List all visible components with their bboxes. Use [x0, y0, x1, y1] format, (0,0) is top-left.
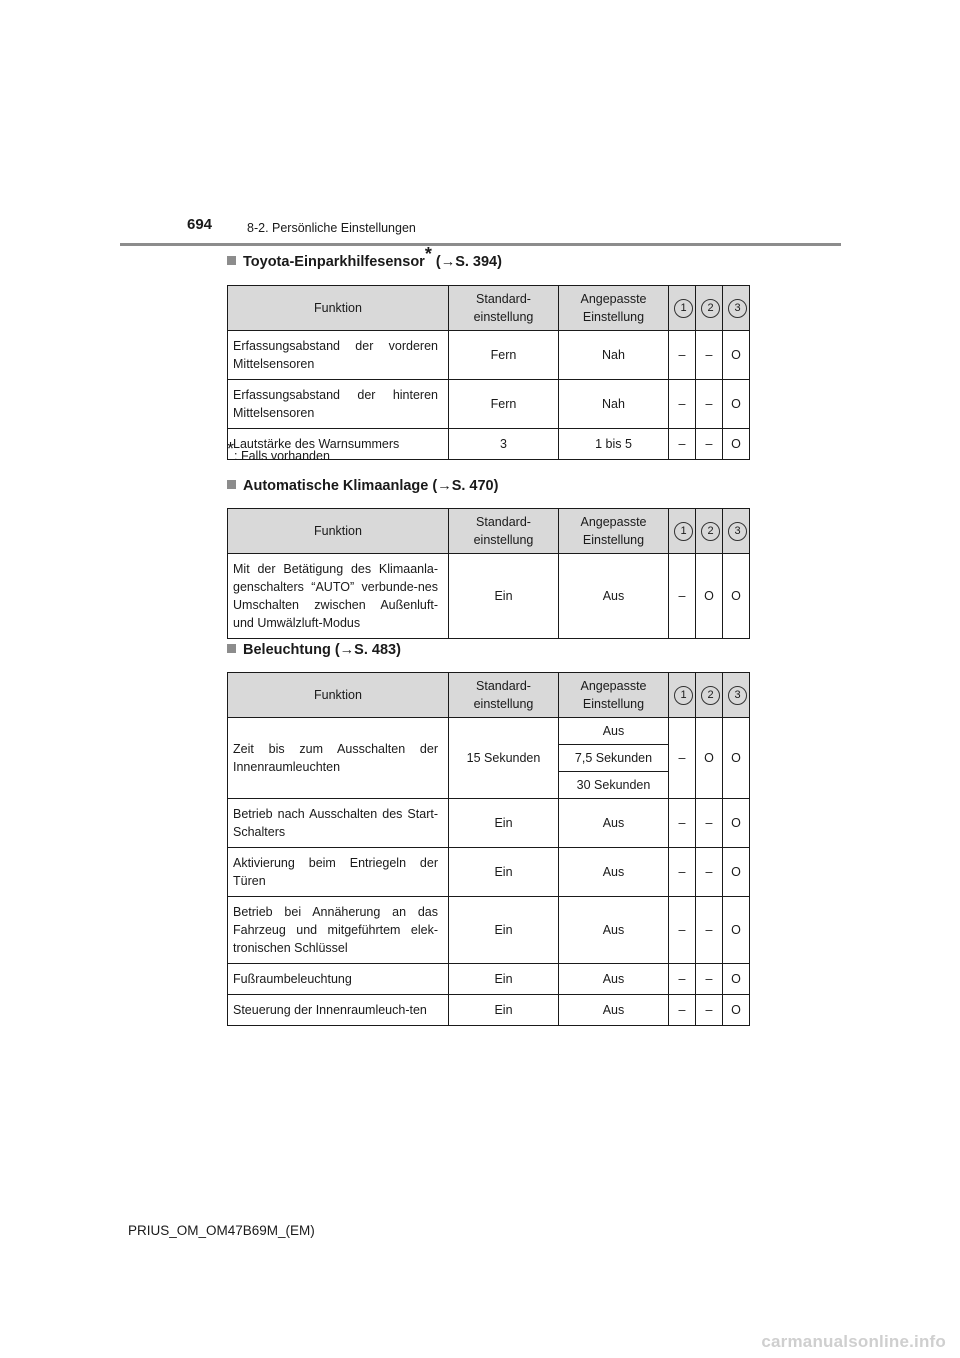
table-row [228, 848, 750, 897]
header-default: Standard-einstellung [449, 286, 559, 331]
mode-2-cell: O [696, 718, 723, 799]
header-function: Funktion [228, 509, 449, 554]
header-mode-2 [696, 673, 723, 718]
watermark: carmanualsonline.info [761, 1332, 946, 1351]
mode-3-cell: O [723, 429, 750, 460]
mode-2-cell: – [696, 331, 723, 380]
custom-cell: Aus [559, 799, 669, 848]
settings-table-climate-control [227, 508, 750, 639]
function-cell: Mit der Betätigung des Klimaanla-genschalters “AUTO” verbunde-nes Umschalten zwischen Außenluft- und Umwälzluft-Modus [228, 554, 449, 639]
default-cell: Ein [449, 964, 559, 995]
footnote-text: : Falls vorhanden [234, 449, 330, 464]
chapter-title: 8-2. Persönliche Einstellungen [247, 221, 416, 235]
custom-cell: Aus [559, 554, 669, 639]
mode-3-cell: O [723, 799, 750, 848]
table-row [228, 897, 750, 964]
mode-2-cell: – [696, 995, 723, 1026]
square-bullet-icon [227, 480, 236, 489]
default-cell: 3 [449, 429, 559, 460]
custom-cell: Aus [559, 995, 669, 1026]
circled-number-3-icon: 3 [728, 522, 747, 541]
default-cell: Ein [449, 554, 559, 639]
mode-2-cell: – [696, 964, 723, 995]
page-reference: (→S. 470) [432, 478, 499, 494]
table-row [228, 718, 750, 745]
header-custom: Angepasste Einstellung [559, 673, 669, 718]
mode-1-cell: – [669, 331, 696, 380]
mode-3-cell: O [723, 995, 750, 1026]
mode-1-cell: – [669, 554, 696, 639]
mode-1-cell: – [669, 429, 696, 460]
table-row [228, 554, 750, 639]
header-default: Standard-einstellung [449, 673, 559, 718]
header-mode-3 [723, 509, 750, 554]
mode-1-cell: – [669, 799, 696, 848]
settings-table-parking-sensor [227, 285, 750, 460]
circled-number-2-icon: 2 [701, 299, 720, 318]
mode-2-cell: O [696, 554, 723, 639]
default-cell: Ein [449, 848, 559, 897]
default-cell: Ein [449, 897, 559, 964]
header-mode-3 [723, 286, 750, 331]
header-mode-1 [669, 673, 696, 718]
page-reference: (→S. 483) [334, 642, 401, 658]
mode-1-cell: – [669, 848, 696, 897]
header-rule [120, 243, 841, 246]
header-function: Funktion [228, 673, 449, 718]
settings-table-lighting [227, 672, 750, 1026]
custom-cell: Nah [559, 331, 669, 380]
header-mode-2 [696, 286, 723, 331]
header-custom: Angepasste Einstellung [559, 286, 669, 331]
table-row [228, 799, 750, 848]
function-cell: Steuerung der Innenraumleuch-ten [228, 995, 449, 1026]
mode-2-cell: – [696, 897, 723, 964]
table-header-row [228, 286, 750, 331]
function-cell: Betrieb nach Ausschalten des Start-Schalters [228, 799, 449, 848]
mode-2-cell: – [696, 429, 723, 460]
table-header-row [228, 673, 750, 718]
custom-cell: Nah [559, 380, 669, 429]
custom-cell: 7,5 Sekunden [559, 745, 669, 772]
section-title: Toyota-Einparkhilfesensor [243, 254, 425, 270]
function-cell: Erfassungsabstand der vorderen Mittelsensoren [228, 331, 449, 380]
circled-number-3-icon: 3 [728, 686, 747, 705]
footnote-asterisk: * [227, 439, 235, 459]
mode-3-cell: O [723, 718, 750, 799]
mode-3-cell: O [723, 897, 750, 964]
function-cell: Betrieb bei Annäherung an das Fahrzeug und mitgeführtem elek-tronischen Schlüssel [228, 897, 449, 964]
table-row [228, 380, 750, 429]
mode-3-cell: O [723, 964, 750, 995]
mode-3-cell: O [723, 554, 750, 639]
circled-number-1-icon: 1 [674, 686, 693, 705]
function-cell: Zeit bis zum Ausschalten der Innenraumleuchten [228, 718, 449, 799]
section-heading-climate-control [227, 478, 498, 494]
footnote [227, 439, 330, 464]
square-bullet-icon [227, 256, 236, 265]
mode-1-cell: – [669, 718, 696, 799]
mode-1-cell: – [669, 995, 696, 1026]
circled-number-1-icon: 1 [674, 522, 693, 541]
header-mode-2 [696, 509, 723, 554]
section-heading-parking-sensor [227, 244, 502, 270]
mode-3-cell: O [723, 380, 750, 429]
header-default: Standard-einstellung [449, 509, 559, 554]
mode-2-cell: – [696, 799, 723, 848]
default-cell: Fern [449, 380, 559, 429]
header-mode-1 [669, 286, 696, 331]
table-row [228, 995, 750, 1026]
custom-cell: 1 bis 5 [559, 429, 669, 460]
mode-1-cell: – [669, 380, 696, 429]
square-bullet-icon [227, 644, 236, 653]
section-title: Beleuchtung [243, 642, 331, 658]
mode-1-cell: – [669, 897, 696, 964]
function-cell: Aktivierung beim Entriegeln der Türen [228, 848, 449, 897]
document-code: PRIUS_OM_OM47B69M_(EM) [128, 1223, 315, 1238]
custom-cell: 30 Sekunden [559, 772, 669, 799]
mode-3-cell: O [723, 331, 750, 380]
default-cell: Ein [449, 995, 559, 1026]
circled-number-1-icon: 1 [674, 299, 693, 318]
default-cell: Fern [449, 331, 559, 380]
mode-3-cell: O [723, 848, 750, 897]
header-custom: Angepasste Einstellung [559, 509, 669, 554]
custom-cell: Aus [559, 897, 669, 964]
function-cell: Erfassungsabstand der hinteren Mittelsensoren [228, 380, 449, 429]
table-row [228, 331, 750, 380]
circled-number-2-icon: 2 [701, 686, 720, 705]
mode-2-cell: – [696, 848, 723, 897]
page-reference: (→S. 394) [435, 254, 502, 270]
circled-number-2-icon: 2 [701, 522, 720, 541]
section-heading-lighting [227, 642, 401, 658]
table-row [228, 964, 750, 995]
function-cell: Fußraumbeleuchtung [228, 964, 449, 995]
mode-1-cell: – [669, 964, 696, 995]
function-cell: Lautstärke des Warnsummers [228, 429, 449, 460]
custom-cell: Aus [559, 964, 669, 995]
header-mode-1 [669, 509, 696, 554]
circled-number-3-icon: 3 [728, 299, 747, 318]
default-cell: Ein [449, 799, 559, 848]
asterisk-mark: * [424, 244, 432, 265]
section-title: Automatische Klimaanlage [243, 478, 429, 494]
header-function: Funktion [228, 286, 449, 331]
page-number: 694 [187, 216, 213, 233]
header-mode-3 [723, 673, 750, 718]
custom-cell: Aus [559, 718, 669, 745]
table-header-row [228, 509, 750, 554]
custom-cell: Aus [559, 848, 669, 897]
mode-2-cell: – [696, 380, 723, 429]
default-cell: 15 Sekunden [449, 718, 559, 799]
